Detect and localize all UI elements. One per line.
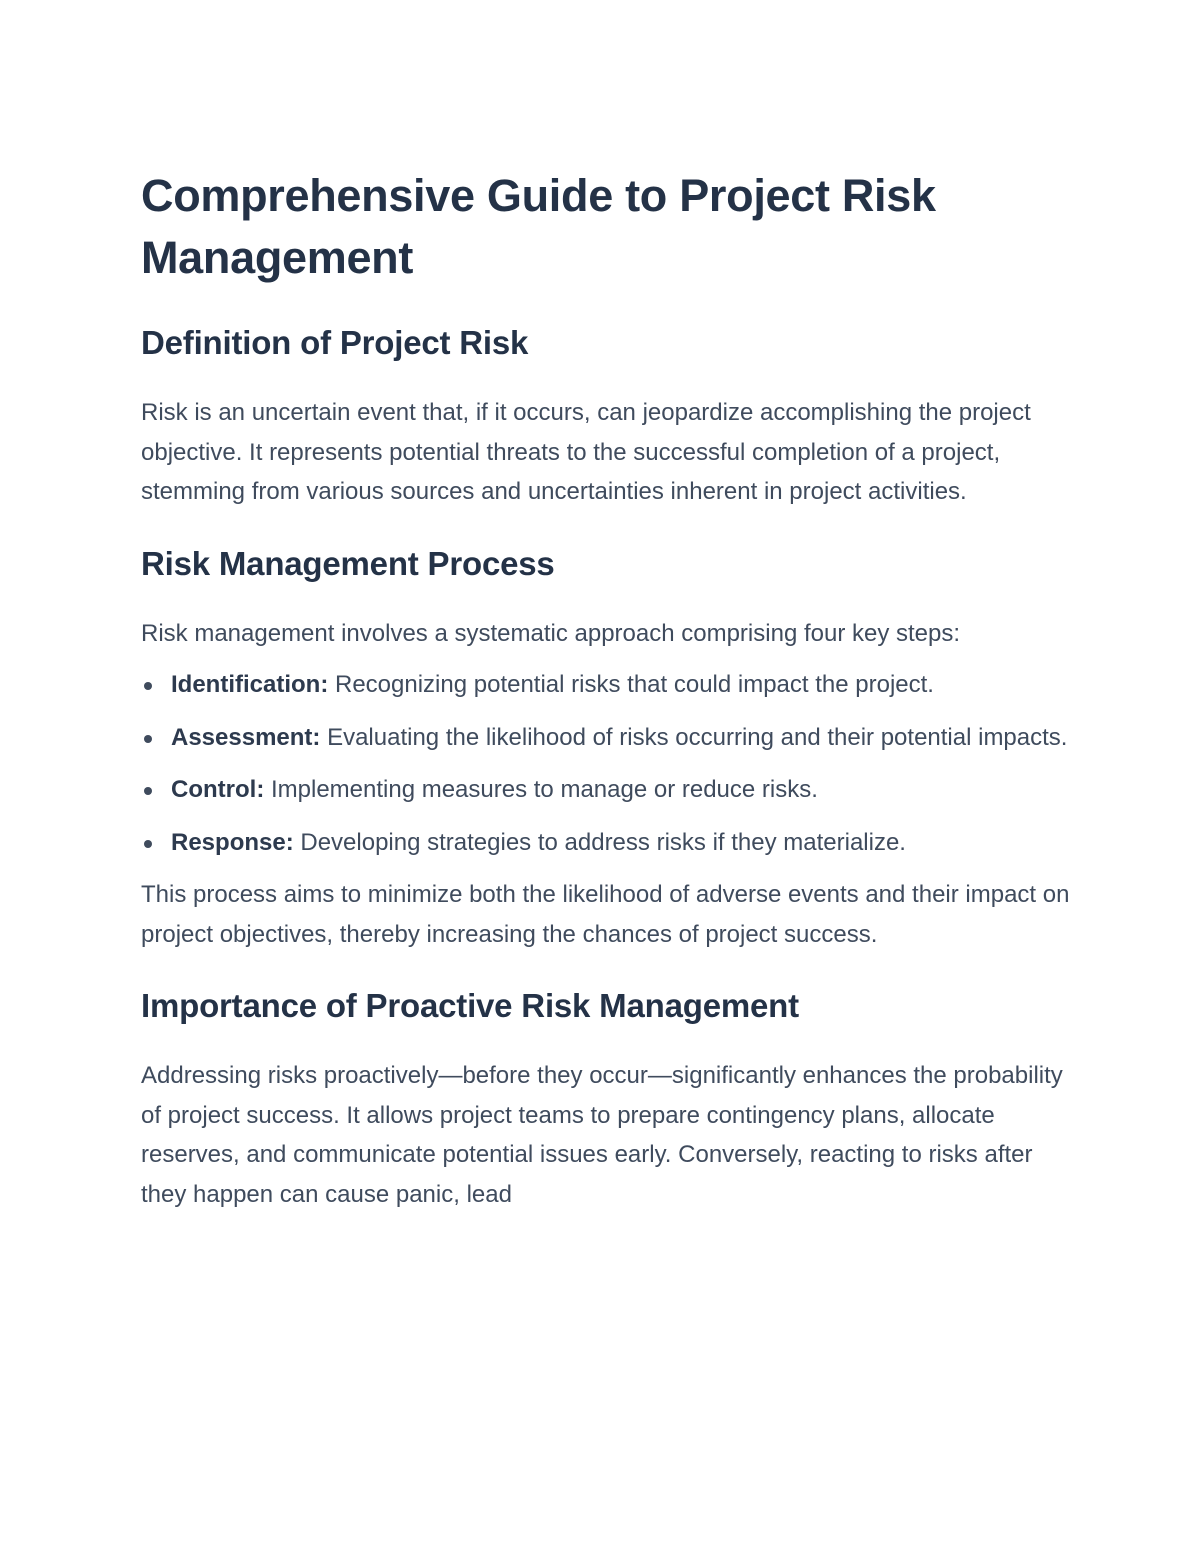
bullet-dot-icon (144, 735, 152, 743)
importance-paragraph: Addressing risks proactively—before they occur—significantly enhances the probability of project success. It allows project teams to prepare contingency plans, allocate reserves, and communicate potential issues early. Conversely, reacting to risks after they happen can cause panic, lead (141, 1062, 1063, 1208)
process-intro-paragraph: Risk management involves a systematic approach comprising four key steps: (141, 619, 961, 647)
step-term: Control: (171, 776, 265, 803)
bullet-dot-icon (144, 682, 152, 690)
definition-paragraph: Risk is an uncertain event that, if it occurs, can jeopardize accomplishing the project objective. It represents potential threats to the successful completion of a project, stemming from various sources and uncertainties inherent in project activities. (141, 399, 1031, 505)
step-text: Implementing measures to manage or reduce risks. (264, 776, 818, 803)
process-outro-paragraph: This process aims to minimize both the likelihood of adverse events and their impact on project objectives, thereby increasing the chances of project success. (141, 881, 1070, 948)
step-text: Recognizing potential risks that could impact the project. (328, 671, 934, 698)
list-item (141, 665, 1071, 705)
section-heading-importance: Importance of Proactive Risk Management (141, 987, 799, 1024)
step-term: Identification: (171, 671, 329, 698)
step-text: Developing strategies to address risks if they materialize. (293, 828, 906, 856)
section-heading-definition: Definition of Project Risk (141, 324, 529, 361)
list-item (141, 770, 1071, 810)
step-term: Response: (171, 828, 294, 856)
document-title: Comprehensive Guide to Project Risk Management (141, 170, 936, 283)
list-item (141, 823, 1071, 863)
document-page (141, 165, 1071, 1214)
list-item (141, 718, 1071, 758)
section-heading-process: Risk Management Process (141, 544, 555, 582)
bullet-dot-icon (144, 840, 152, 848)
step-term: Assessment: (171, 723, 321, 751)
bullet-dot-icon (144, 787, 152, 795)
step-text: Evaluating the likelihood of risks occurring and their potential impacts. (320, 723, 1068, 751)
process-steps-list (141, 665, 1071, 862)
